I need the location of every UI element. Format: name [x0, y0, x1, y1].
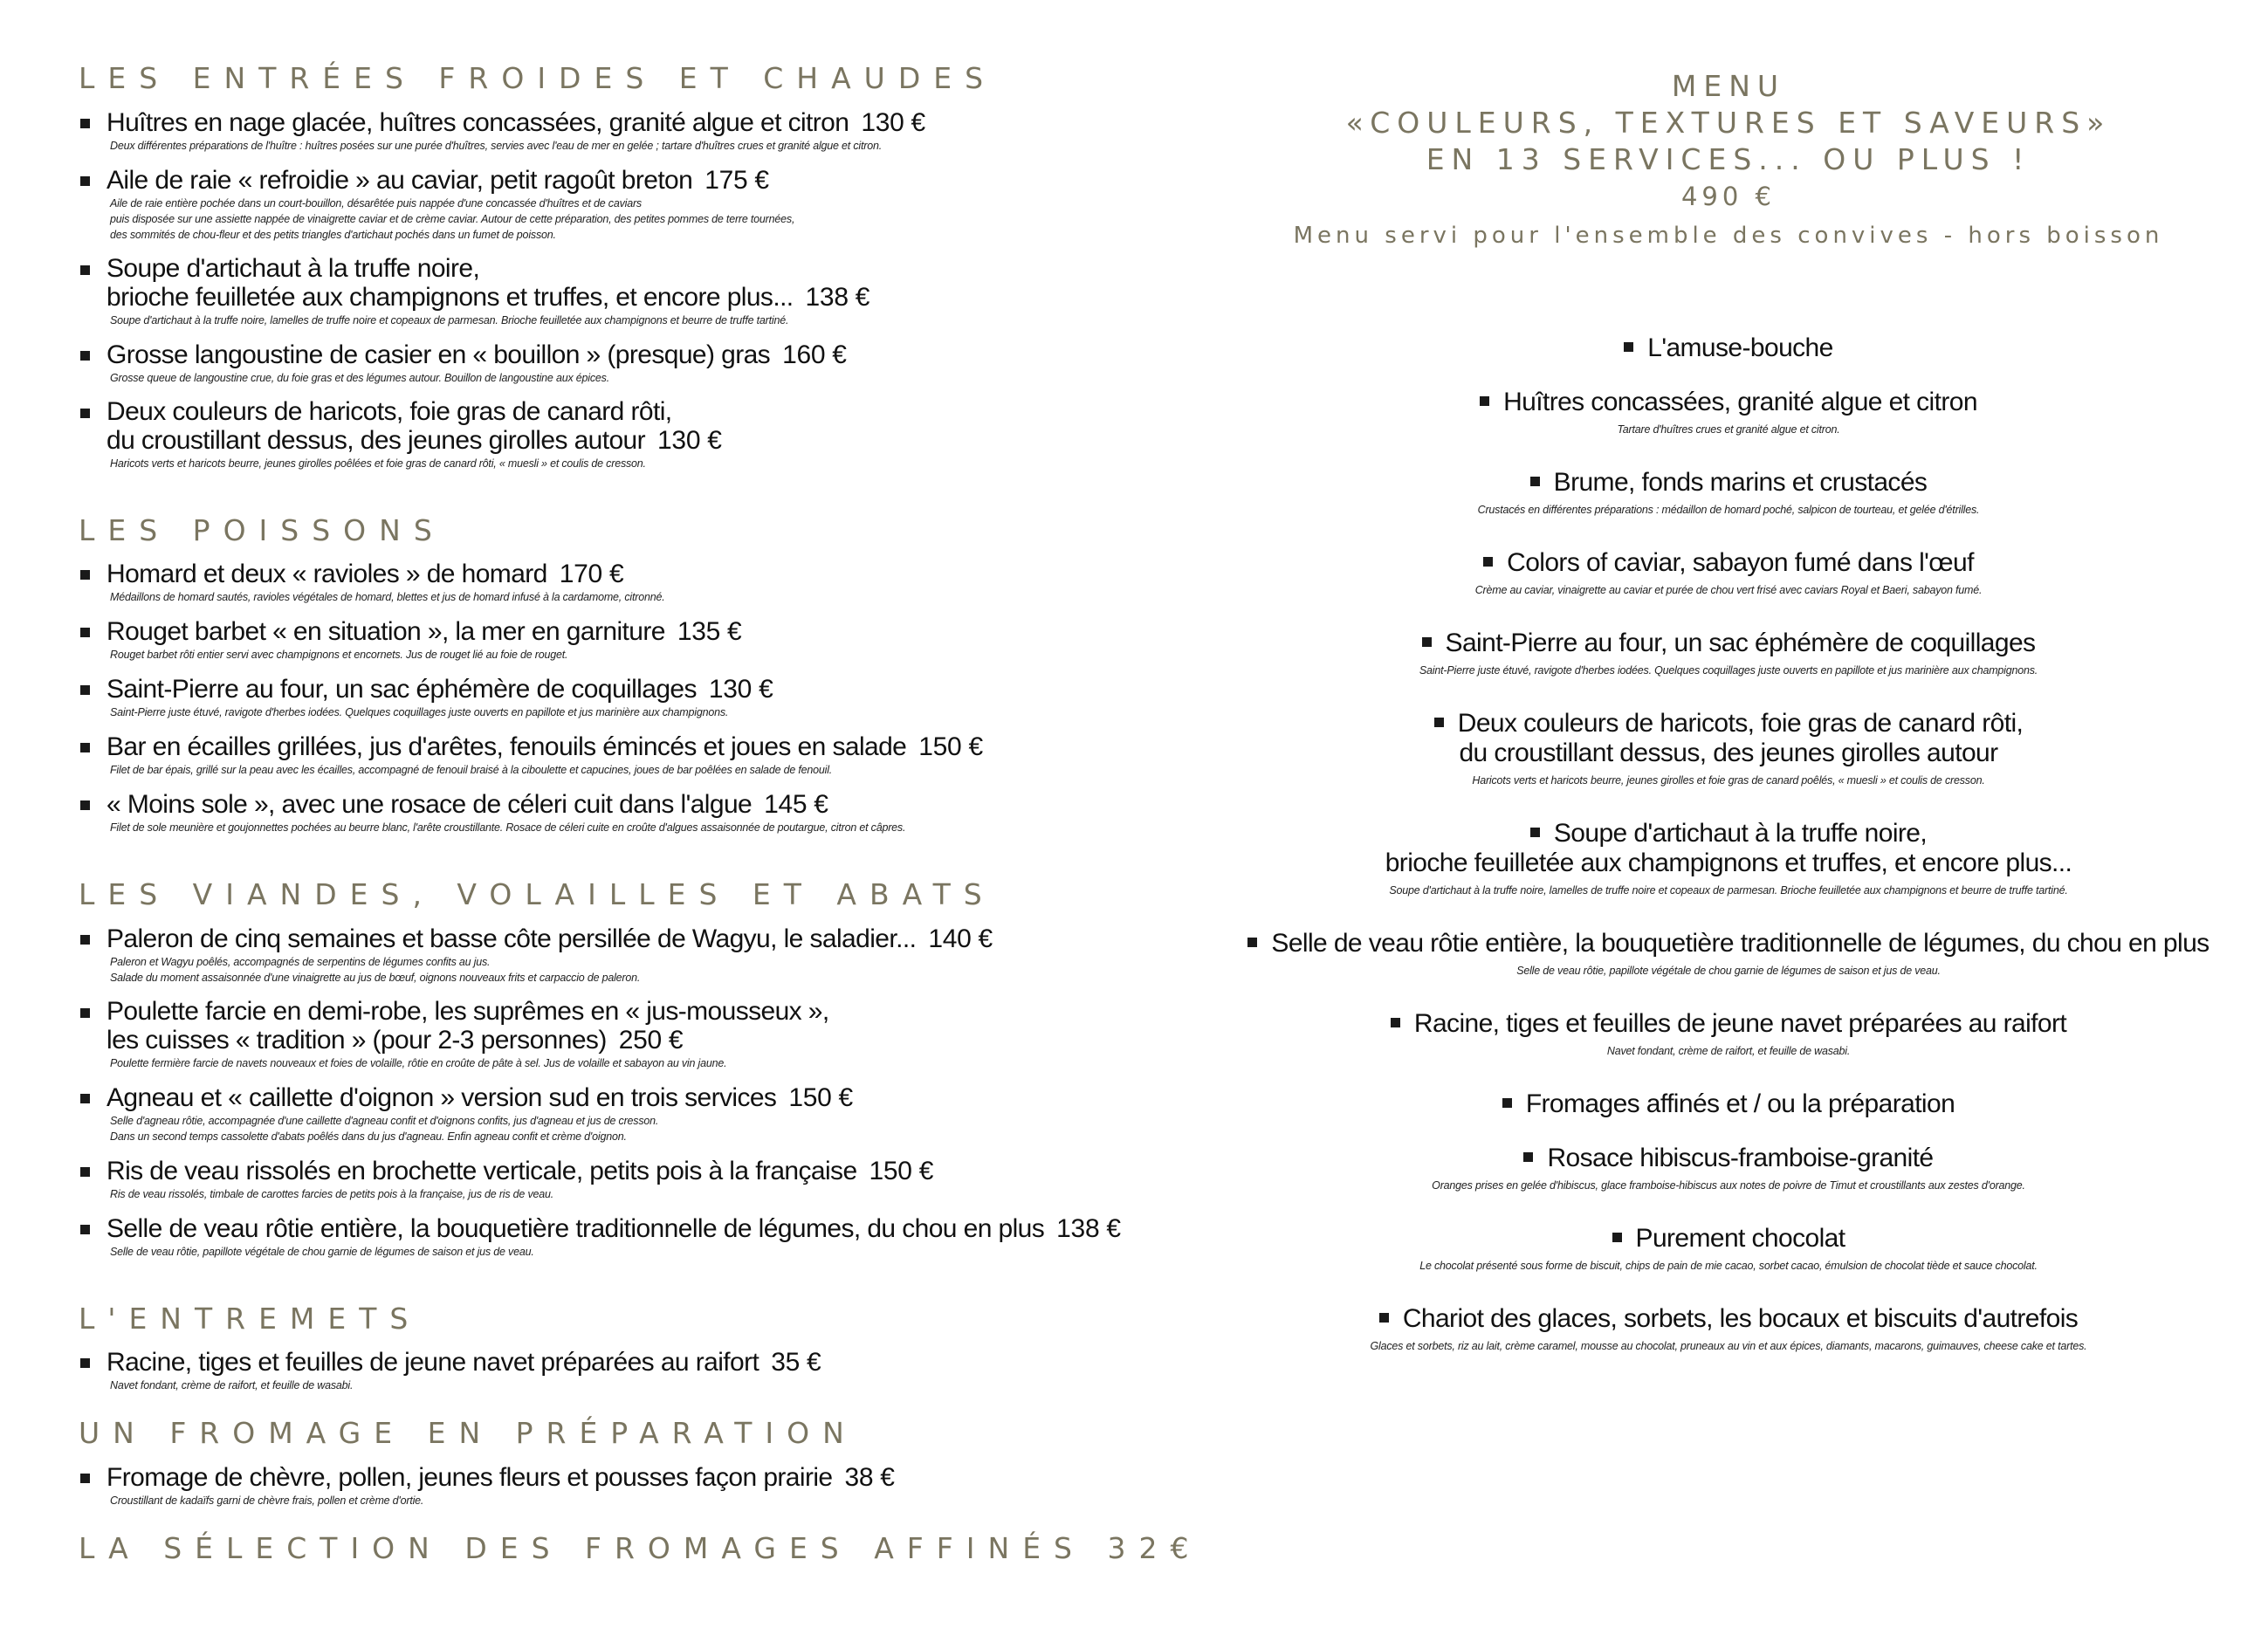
- course-item: [1231, 1304, 2226, 1355]
- course-name: Brume, fonds marins et crustacés: [1231, 468, 2226, 498]
- course-description: Le chocolat présenté sous forme de biscuit, chips de pain de mie cacao, sorbet cacao, émulsion de chocolat tiède et sauce chocolat.: [1419, 1260, 2038, 1272]
- item-price: 175 €: [704, 165, 769, 195]
- section-title: LES VIANDES, VOLAILLES ET ABATS: [79, 877, 995, 912]
- item-description: Soupe d'artichaut à la truffe noire, lamelles de truffe noire et copeaux de parmesan. Brioche feuilletée aux champignons et beurre de truffe tartiné.: [110, 313, 789, 326]
- item-name: Selle de veau rôtie entière, la bouquetière traditionnelle de légumes, du chou en plus: [107, 1213, 1045, 1243]
- item-description: Haricots verts et haricots beurre, jeunes girolles poêlées et foie gras de canard rôti, « muesli » et coulis de cresson.: [110, 457, 646, 470]
- item-name: Deux couleurs de haricots, foie gras de canard rôti, du croustillant dessus, des jeunes girolles autour: [107, 396, 672, 455]
- bullet-icon: [1434, 718, 1444, 727]
- carte-column: [79, 61, 1202, 1566]
- course-name: Chariot des glaces, sorbets, les bocaux et biscuits d'autrefois: [1231, 1304, 2226, 1334]
- menu-item: [79, 1157, 1179, 1202]
- course-item: [1231, 1224, 2226, 1275]
- course-description: Selle de veau rôtie, papillote végétale de chou garnie de légumes de saison et jus de veau.: [1516, 965, 1941, 977]
- bullet-icon: [1483, 557, 1493, 567]
- course-description: Glaces et sorbets, riz au lait, crème caramel, mousse au chocolat, pruneaux au vin et aux épices, diamants, macarons, guimauves, cheese cake et tartes.: [1370, 1340, 2087, 1352]
- course-description: Navet fondant, crème de raifort, et feuille de wasabi.: [1606, 1045, 1851, 1057]
- menu-item: [79, 1083, 1179, 1144]
- item-name: Fromage de chèvre, pollen, jeunes fleurs et pousses façon prairie: [107, 1462, 833, 1492]
- menu-item: [79, 790, 1179, 835]
- item-name: Grosse langoustine de casier en « bouillon » (presque) gras: [107, 340, 771, 369]
- course-description: Oranges prises en gelée d'hibiscus, glace framboise-hibiscus aux notes de poivre de Timut et croustillants aux zestes d'orange.: [1432, 1179, 2025, 1192]
- course-description: Crème au caviar, vinaigrette au caviar et purée de chou vert frisé avec caviars Royal et Baeri, sabayon fumé.: [1474, 584, 1983, 596]
- item-price: 150 €: [918, 732, 983, 762]
- item-description: Navet fondant, crème de raifort, et feuille de wasabi.: [110, 1379, 354, 1392]
- item-name: « Moins sole », avec une rosace de céleri cuit dans l'algue: [107, 790, 753, 820]
- bullet-icon: [80, 1008, 90, 1018]
- menu-name: «COULEURS, TEXTURES ET SAVEURS»: [1345, 106, 2112, 140]
- item-price: 170 €: [559, 560, 624, 589]
- item-description: Grosse queue de langoustine crue, du foie gras et des légumes autour. Bouillon de langoustine aux épices.: [110, 371, 609, 384]
- course-description: Soupe d'artichaut à la truffe noire, lamelles de truffe noire et copeaux de parmesan. Brioche feuilletée aux champignons et beurre de truffe tartiné.: [1389, 884, 2068, 897]
- menu-item: [79, 998, 1179, 1071]
- bullet-icon: [80, 409, 90, 418]
- menu-item: [79, 924, 1179, 986]
- bullet-icon: [1391, 1018, 1400, 1027]
- item-description: Croustillant de kadaïfs garni de chèvre frais, pollen et crème d'ortie.: [110, 1494, 424, 1507]
- course-item: [1231, 819, 2226, 899]
- course-name: Colors of caviar, sabayon fumé dans l'œuf: [1231, 548, 2226, 578]
- bullet-icon: [80, 1225, 90, 1234]
- course-name: Purement chocolat: [1231, 1224, 2226, 1254]
- menu-heading: MENU: [1671, 69, 1786, 103]
- item-description: Aile de raie entière pochée dans un court-bouillon, désarêtée puis nappée d'une concassée d'huîtres et de caviars puis disposée sur une assiette nappée de vinaigrette caviar et de crème caviar. Autour de cette préparation, des petites pommes de terre tournées, des sommités de chou-fleur et des petits triangles d'artichaut pochés dans un fumet de poisson.: [110, 196, 795, 241]
- bullet-icon: [1379, 1313, 1389, 1323]
- bullet-icon: [80, 265, 90, 275]
- tasting-menu-header: [1231, 68, 2226, 253]
- menu-item: [79, 617, 1179, 663]
- bullet-icon: [80, 570, 90, 580]
- course-description: Saint-Pierre juste étuvé, ravigote d'herbes iodées. Quelques coquillages juste ouverts en papillote et jus marinière aux champignons.: [1419, 664, 2038, 677]
- bullet-icon: [80, 1094, 90, 1103]
- bullet-icon: [80, 176, 90, 186]
- item-name: Aile de raie « refroidie » au caviar, petit ragoût breton: [107, 165, 693, 195]
- item-price: 160 €: [782, 340, 847, 369]
- item-name: Racine, tiges et feuilles de jeune navet préparées au raifort: [107, 1348, 759, 1378]
- item-price: 145 €: [764, 790, 828, 820]
- course-name: Soupe d'artichaut à la truffe noire, brioche feuilletée aux champignons et truffes, et encore plus...: [1385, 819, 2072, 877]
- item-price: 135 €: [677, 617, 742, 647]
- item-price: 130 €: [657, 425, 722, 455]
- bullet-icon: [1612, 1233, 1622, 1242]
- bullet-icon: [1502, 1098, 1512, 1108]
- item-description: Rouget barbet rôti entier servi avec champignons et encornets. Jus de rouget lié au foie de rouget.: [110, 649, 568, 662]
- item-price: 150 €: [869, 1156, 934, 1185]
- item-description: Saint-Pierre juste étuvé, ravigote d'herbes iodées. Quelques coquillages juste ouverts en papillote et jus marinière aux champignons.: [110, 706, 729, 719]
- item-description: Médaillons de homard sautés, ravioles végétales de homard, blettes et jus de homard infusé à la cardamome, citronné.: [110, 591, 665, 604]
- course-name: Racine, tiges et feuilles de jeune navet préparées au raifort: [1231, 1009, 2226, 1039]
- course-item: [1231, 468, 2226, 519]
- item-price: 140 €: [928, 924, 993, 953]
- course-item: [1231, 629, 2226, 679]
- menu-item: [79, 255, 1179, 328]
- bullet-icon: [80, 1474, 90, 1483]
- menu-item: [79, 732, 1179, 778]
- menu-item: [79, 675, 1179, 720]
- item-price: 150 €: [788, 1082, 853, 1112]
- item-price: 250 €: [618, 1025, 684, 1055]
- course-item: [1231, 709, 2226, 789]
- menu-services: EN 13 SERVICES... OU PLUS !: [1426, 142, 2031, 176]
- tasting-menu-column: [1231, 68, 2226, 1384]
- bullet-icon: [1480, 396, 1489, 406]
- bullet-icon: [80, 351, 90, 361]
- menu-item: [79, 108, 1179, 154]
- bullet-icon: [80, 800, 90, 810]
- menu-item: [79, 560, 1179, 605]
- item-description: Filet de bar épais, grillé sur la peau avec les écailles, accompagné de fenouil braisé à la ciboulette et capucines, joues de bar poêlées en salade de fenouil.: [110, 764, 833, 777]
- bullet-icon: [1624, 342, 1633, 352]
- item-name: Saint-Pierre au four, un sac éphémère de coquillages: [107, 675, 697, 704]
- menu-item: [79, 340, 1179, 386]
- item-price: 38 €: [844, 1462, 895, 1492]
- item-name: Agneau et « caillette d'oignon » version sud en trois services: [107, 1082, 777, 1112]
- item-description: Deux différentes préparations de l'huître : huîtres posées sur une purée d'huîtres, servies avec l'eau de mer en gelée ; tartare d'huîtres crues et granité algue et citron.: [110, 139, 882, 152]
- item-name: Paleron de cinq semaines et basse côte persillée de Wagyu, le saladier...: [107, 924, 917, 953]
- item-name: Ris de veau rissolés en brochette verticale, petits pois à la française: [107, 1156, 857, 1185]
- bullet-icon: [80, 1167, 90, 1177]
- course-item: [1231, 1144, 2226, 1194]
- course-description: Crustacés en différentes préparations : médaillon de homard poché, salpicon de tourteau, et gelée d'étrilles.: [1477, 504, 1980, 516]
- item-name: Soupe d'artichaut à la truffe noire, brioche feuilletée aux champignons et truffes, et encore plus...: [107, 253, 794, 312]
- section-entremets: [79, 1302, 1179, 1394]
- course-name: Fromages affinés et / ou la préparation: [1231, 1089, 2226, 1119]
- course-name: Saint-Pierre au four, un sac éphémère de coquillages: [1231, 629, 2226, 658]
- section-entrees: [79, 61, 1179, 471]
- bullet-icon: [80, 935, 90, 945]
- course-name: Rosace hibiscus-framboise-granité: [1231, 1144, 2226, 1173]
- course-item: [1231, 333, 2226, 363]
- menu-price: 490 €: [1680, 182, 1777, 211]
- course-name: Huîtres concassées, granité algue et citron: [1231, 388, 2226, 417]
- bullet-icon: [80, 685, 90, 695]
- bullet-icon: [80, 628, 90, 637]
- bullet-icon: [80, 119, 90, 128]
- section-title: LES POISSONS: [79, 512, 445, 547]
- item-price: 35 €: [771, 1348, 821, 1378]
- item-price: 130 €: [861, 107, 925, 137]
- item-description: Ris de veau rissolés, timbale de carottes farcies de petits pois à la française, jus de ris de veau.: [110, 1187, 554, 1200]
- menu-item: [79, 166, 1179, 243]
- course-item: [1231, 388, 2226, 438]
- course-item: [1231, 548, 2226, 599]
- item-name: Rouget barbet « en situation », la mer en garniture: [107, 617, 665, 647]
- item-description: Selle d'agneau rôtie, accompagnée d'une caillette d'agneau confit et d'oignons confits, jus d'agneau et jus de cresson. Dans un second temps cassolette d'abats poêlés dans du jus d'agneau. Enfin agneau confit et crème d'oignon.: [110, 1114, 659, 1143]
- bullet-icon: [1523, 1152, 1533, 1162]
- bullet-icon: [1422, 637, 1432, 647]
- item-price: 130 €: [708, 675, 773, 704]
- section-viandes: [79, 877, 1179, 1260]
- bullet-icon: [80, 1358, 90, 1368]
- item-price: 138 €: [1056, 1213, 1121, 1243]
- course-name: Deux couleurs de haricots, foie gras de canard rôti, du croustillant dessus, des jeunes girolles autour: [1231, 709, 2226, 768]
- course-item: [1231, 1009, 2226, 1060]
- item-description: Poulette fermière farcie de navets nouveaux et foies de volaille, rôtie en croûte de pâte à sel. Jus de volaille et sabayon au vin jaune.: [110, 1056, 727, 1069]
- section-poissons: [79, 513, 1179, 836]
- section-title: UN FROMAGE EN PRÉPARATION: [79, 1416, 857, 1451]
- course-item: [1231, 929, 2226, 979]
- item-price: 138 €: [805, 282, 870, 312]
- item-name: Homard et deux « ravioles » de homard: [107, 560, 547, 589]
- section-title-fromages-affines: LA SÉLECTION DES FROMAGES AFFINÉS 32€: [79, 1530, 1202, 1565]
- menu-item: [79, 1214, 1179, 1260]
- section-title: L'ENTREMETS: [79, 1301, 422, 1336]
- bullet-icon: [1530, 828, 1540, 837]
- menu-item: [79, 1348, 1179, 1393]
- course-name: Selle de veau rôtie entière, la bouquetière traditionnelle de légumes, du chou en plus: [1231, 929, 2226, 958]
- bullet-icon: [80, 743, 90, 752]
- course-item: [1231, 1089, 2226, 1119]
- item-name: Bar en écailles grillées, jus d'arêtes, fenouils émincés et joues en salade: [107, 732, 907, 762]
- course-name: L'amuse-bouche: [1231, 333, 2226, 363]
- menu-note: Menu servi pour l'ensemble des convives - hors boisson: [1293, 223, 2164, 249]
- item-description: Filet de sole meunière et goujonnettes pochées au beurre blanc, l'arête croustillante. Rosace de céleri cuite en croûte d'algues assaisonnée de poutargue, citron et câpres.: [110, 821, 906, 835]
- section-title: LES ENTRÉES FROIDES ET CHAUDES: [79, 61, 997, 95]
- item-description: Selle de veau rôtie, papillote végétale de chou garnie de légumes de saison et jus de veau.: [110, 1245, 534, 1258]
- item-description: Paleron et Wagyu poêlés, accompagnés de serpentins de légumes confits au jus. Salade du moment assaisonnée d'une vinaigrette au jus de bœuf, oignons nouveaux frits et carpaccio de paleron.: [110, 955, 641, 984]
- bullet-icon: [1247, 938, 1257, 947]
- section-fromage-preparation: [79, 1416, 1179, 1508]
- bullet-icon: [1530, 477, 1540, 486]
- course-list: [1231, 333, 2226, 1355]
- menu-item: [79, 398, 1179, 471]
- item-name: Huîtres en nage glacée, huîtres concassées, granité algue et citron: [107, 107, 849, 137]
- item-name: Poulette farcie en demi-robe, les suprêmes en « jus-mousseux », les cuisses « tradition » (pour 2-3 personnes): [107, 996, 829, 1055]
- menu-item: [79, 1463, 1179, 1508]
- course-description: Tartare d'huîtres crues et granité algue et citron.: [1617, 423, 1840, 436]
- course-description: Haricots verts et haricots beurre, jeunes girolles et foie gras de canard poêlés, « muesli » et coulis de cresson.: [1472, 774, 1985, 787]
